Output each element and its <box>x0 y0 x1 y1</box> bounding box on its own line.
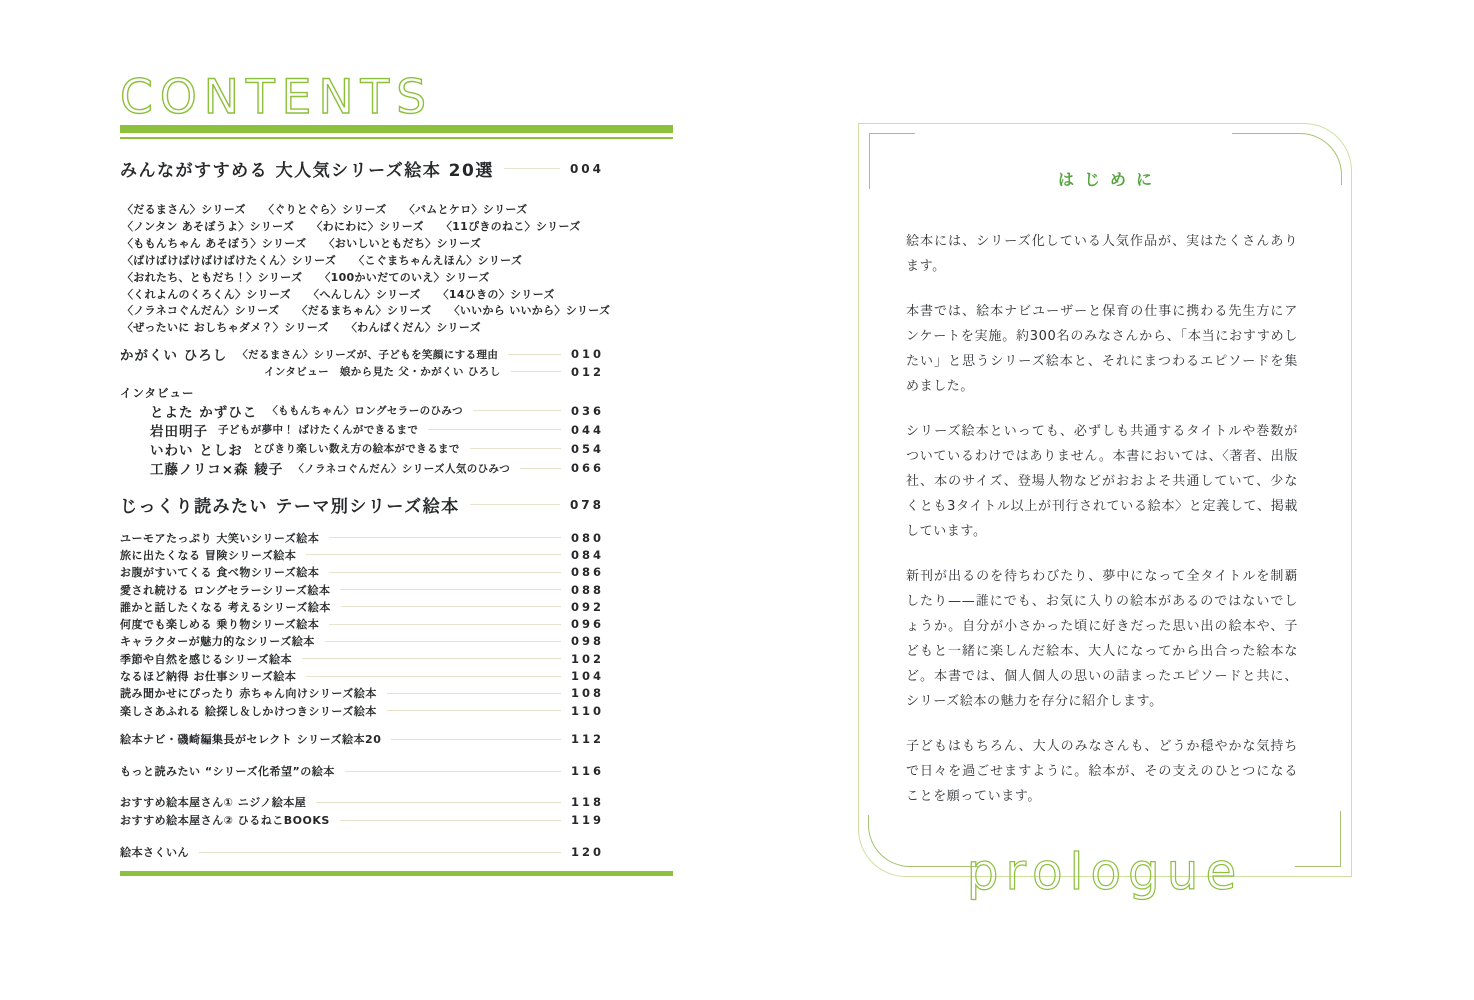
toc-entry-label: 愛され続ける ロングセラーシリーズ絵本 <box>120 583 331 597</box>
intro-paragraph: シリーズ絵本といっても、必ずしも共通するタイトルや巻数がついているわけではありません。本書においては、〈著者、出版社、本のサイズ、登場人物などがおおよそ共通していて、少なくとも3タイトル以上が刊行されている絵本〉と定義して、掲載しています。 <box>906 424 1298 539</box>
leader-line <box>391 739 561 740</box>
left-page <box>120 0 673 1000</box>
toc-entry-label: 子どもが夢中！ ばけたくんができるまで <box>218 424 419 437</box>
series-list <box>122 202 662 337</box>
intro-body <box>906 229 1298 829</box>
toc-entry-label: 〈ノラネコぐんだん〉シリーズ人気のひみつ <box>293 462 511 475</box>
toc-entry <box>120 702 604 719</box>
toc-entry <box>120 529 604 546</box>
interviewee-name: 工藤ノリコ×森 綾子 <box>150 462 284 479</box>
page-number: 012 <box>570 364 604 379</box>
page-number: 054 <box>570 441 604 456</box>
toc-entry-label: インタビュー 娘から見た 父・かがくい ひろし <box>264 366 501 378</box>
toc-entry-label: 季節や自然を感じるシリーズ絵本 <box>120 652 292 666</box>
series-line: 〈ももんちゃん あそぼう〉シリーズ 〈おいしいともだち〉シリーズ <box>122 236 482 250</box>
page-number: 108 <box>570 686 604 701</box>
leader-line <box>306 676 561 677</box>
toc-entry-label: おすすめ絵本屋さん② ひるねこBOOKS <box>120 814 330 827</box>
section2-heading: じっくり読みたい テーマ別シリーズ絵本 <box>120 497 460 517</box>
toc-entry <box>120 364 604 379</box>
page-number: 036 <box>570 403 604 418</box>
leader-line <box>387 693 561 694</box>
leader-line <box>199 852 561 853</box>
toc-entry <box>120 667 604 684</box>
toc-entry-label: 〈ももんちゃん〉ロングセラーのひみつ <box>267 405 463 418</box>
series-line: 〈ノラネコぐんだん〉シリーズ 〈だるまちゃん〉シリーズ 〈いいから いいから〉シリーズ <box>122 304 611 318</box>
interviewee-name: いわい としお <box>150 442 243 459</box>
leader-line <box>325 641 561 642</box>
toc-entry <box>120 650 604 667</box>
toc-entry <box>120 598 604 615</box>
page-number: 102 <box>570 651 604 666</box>
toc-entry <box>120 812 604 828</box>
leader-line <box>329 572 561 573</box>
leader-line <box>470 504 560 505</box>
leader-line <box>316 802 561 803</box>
toc-entry <box>120 763 604 779</box>
toc-entry <box>120 401 604 420</box>
interviewee-name: とよた かずひこ <box>150 404 258 421</box>
series-line: 〈ばけばけばけばけばけたくん〉シリーズ 〈こぐまちゃんえほん〉シリーズ <box>122 253 523 267</box>
toc-entry <box>120 546 604 563</box>
page-number: 044 <box>570 422 604 437</box>
page-number: 096 <box>570 617 604 632</box>
contents-title: CONTENTS <box>120 70 434 125</box>
title-rule-thin <box>120 137 673 139</box>
intro-heading: はじめに <box>1057 170 1162 189</box>
page-number: 066 <box>570 461 604 476</box>
toc-entry <box>120 564 604 581</box>
intro-paragraph: 本書では、絵本ナビユーザーと保育の仕事に携わる先生方にアンケートを実施。約300名のみなさんから、「本当におすすめしたい」と思うシリーズ絵本と、それにまつわるエピソードを集めました。 <box>906 304 1298 394</box>
toc-entry <box>120 344 604 364</box>
leader-line <box>345 771 561 772</box>
toc-entry <box>120 844 604 860</box>
toc-entry <box>120 420 604 439</box>
series-line: 〈だるまさん〉シリーズ 〈ぐりとぐら〉シリーズ 〈バムとケロ〉シリーズ <box>122 203 528 216</box>
toc-entry <box>120 685 604 702</box>
toc-entry-label: ユーモアたっぷり 大笑いシリーズ絵本 <box>120 531 320 545</box>
leader-line <box>508 354 561 355</box>
page-number: 119 <box>570 813 604 827</box>
page-number: 120 <box>570 845 604 859</box>
page-number: 104 <box>570 669 604 684</box>
toc-entry <box>120 615 604 632</box>
page-number: 092 <box>570 599 604 614</box>
toc-entry-label: 〈だるまさん〉シリーズが、子どもを笑顔にする理由 <box>237 348 499 361</box>
leader-line <box>428 429 561 430</box>
section1-heading: みんながすすめる 大人気シリーズ絵本 20選 <box>120 161 494 181</box>
leader-line <box>341 606 561 607</box>
toc-entry-label: 楽しさあふれる 絵探し＆しかけつきシリーズ絵本 <box>120 704 377 718</box>
toc-entry <box>120 459 604 478</box>
page-number: 088 <box>570 582 604 597</box>
page-number: 078 <box>569 497 604 512</box>
page-number: 010 <box>570 347 604 361</box>
interview-list <box>120 401 604 478</box>
toc-entry <box>120 439 604 458</box>
series-line: 〈ノンタン あそぼうよ〉シリーズ 〈わにわに〉シリーズ 〈11ぴきのねこ〉シリーズ <box>122 219 581 233</box>
page-number: 112 <box>570 732 604 746</box>
title-rule-thick <box>120 125 673 133</box>
series-line: 〈ぜったいに おしちゃダメ？〉シリーズ 〈わんぱくだん〉シリーズ <box>122 321 481 335</box>
toc-entry-label: 絵本さくいん <box>120 846 189 859</box>
toc-entry-label: もっと読みたい “シリーズ化希望”の絵本 <box>120 765 335 778</box>
leader-line <box>329 624 561 625</box>
leader-line <box>504 168 560 169</box>
interviewee-name: 岩田明子 <box>150 423 208 440</box>
toc-entry-label: 絵本ナビ・磯崎編集長がセレクト シリーズ絵本20 <box>120 733 382 746</box>
toc-entry-label: 誰かと話したくなる 考えるシリーズ絵本 <box>120 600 331 614</box>
page-number: 116 <box>570 764 604 778</box>
toc-entry-label: 何度でも楽しめる 乗り物シリーズ絵本 <box>120 618 320 632</box>
page-number: 118 <box>570 795 604 809</box>
leader-line <box>511 371 561 372</box>
toc-entry-label: 旅に出たくなる 冒険シリーズ絵本 <box>120 548 297 562</box>
interviewee-name: かがくい ひろし <box>120 348 228 364</box>
page-number: 084 <box>570 547 604 562</box>
toc-entry <box>120 581 604 598</box>
leader-line <box>340 820 561 821</box>
intro-paragraph: 新刊が出るのを待ちわびたり、夢中になって全タイトルを制覇したり——誰にでも、お気に入りの絵本があるのではないでしょうか。自分が小さかった頃に好きだった思い出の絵本や、子どもと一緒に楽しんだ絵本、大人になってから出合った絵本など。本書では、個人個人の思いの詰まったエピソードと共に、シリーズ絵本の魅力を存分に紹介します。 <box>906 569 1298 709</box>
leader-line <box>520 468 561 469</box>
page-number: 004 <box>569 161 604 176</box>
page-number: 098 <box>570 634 604 649</box>
intro-paragraph: 絵本には、シリーズ化している人気作品が、実はたくさんあります。 <box>906 234 1298 274</box>
section2-heading-row <box>120 492 604 517</box>
interview-group-label: インタビュー <box>120 386 195 400</box>
toc-entry-label: 読み聞かせにぴったり 赤ちゃん向けシリーズ絵本 <box>120 687 377 701</box>
toc-entry <box>120 731 604 747</box>
toc-entry-label: とびきり楽しい数え方の絵本ができるまで <box>252 443 460 456</box>
leader-line <box>470 448 561 449</box>
intro-paragraph: 子どもはもちろん、大人のみなさんも、どうか穏やかな気持ちで日々を過ごせますように。絵本が、その支えのひとつになることを願っています。 <box>906 739 1298 804</box>
footer-rule <box>120 871 673 876</box>
leader-line <box>340 589 561 590</box>
series-line: 〈くれよんのくろくん〉シリーズ 〈へんしん〉シリーズ 〈14ひきの〉シリーズ <box>122 287 555 301</box>
toc-entry <box>120 794 604 810</box>
toc-entry-label: おすすめ絵本屋さん① ニジノ絵本屋 <box>120 796 307 809</box>
theme-list <box>120 529 604 719</box>
leader-line <box>387 710 561 711</box>
toc-entry-label: お腹がすいてくる 食べ物シリーズ絵本 <box>120 566 320 580</box>
leader-line <box>329 537 561 538</box>
leader-line <box>473 410 561 411</box>
page-number: 080 <box>570 530 604 545</box>
leader-line <box>306 554 561 555</box>
toc-entry-label: なるほど納得 お仕事シリーズ絵本 <box>120 670 297 684</box>
leader-line <box>302 658 561 659</box>
right-page <box>858 123 1352 901</box>
section1-heading-row <box>120 156 604 181</box>
page-number: 086 <box>570 565 604 580</box>
series-line: 〈おれたち、ともだち！〉シリーズ 〈100かいだてのいえ〉シリーズ <box>122 270 490 284</box>
frame-corner-bracket-bottom-right <box>1295 811 1341 867</box>
prologue-label: prologue <box>966 843 1244 901</box>
toc-entry-label: キャラクターが魅力的なシリーズ絵本 <box>120 635 315 649</box>
page-number: 110 <box>570 703 604 718</box>
toc-entry <box>120 633 604 650</box>
